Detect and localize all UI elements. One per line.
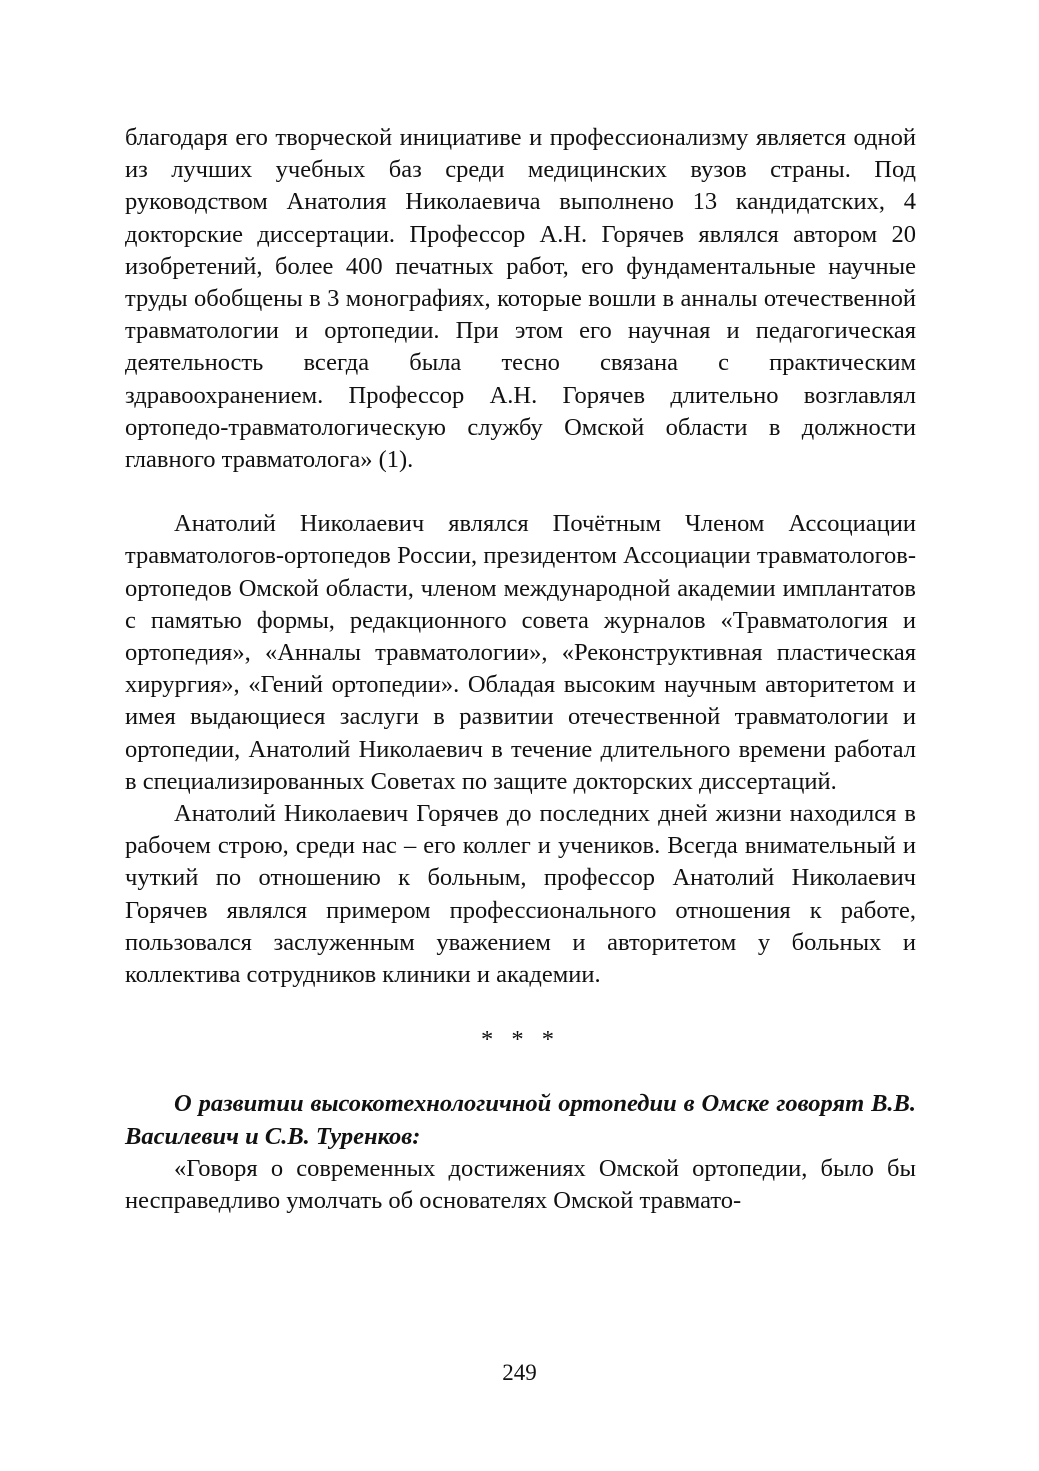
paragraph-4: «Говоря о современных достижениях Омской ортопедии, было бы несправедливо умолчать об основателях Омской травмато- [125, 1154, 916, 1215]
section-separator: * * * [481, 1026, 560, 1054]
page-body [125, 122, 916, 1217]
paragraph-2: Анатолий Николаевич являлся Почётным Членом Ассоциации травматологов-ортопедов России, президентом Ассоциации травматологов-ортопедов Омской области, членом международной академии имплантатов с памятью формы, редакционного совета журналов «Травматология и ортопедия», «Анналы травматологии», «Реконструктивная пластическая хирургия», «Гений ортопедии». Обладая высоким научным авторитетом и имея выдающиеся заслуги в развитии отечественной травматологии и ортопедии, Анатолий Николаевич в течение длительного времени работал в специализированных Советах по защите докторских диссертаций. [125, 510, 916, 795]
page-number: 249 [502, 1360, 537, 1385]
section-heading: О развитии высокотехнологичной ортопедии в Омске говорят В.В. Василевич и С.В. Туренков: [125, 1090, 916, 1150]
paragraph-3: Анатолий Николаевич Горячев до последних дней жизни находился в рабочем строю, среди нас – его коллег и учеников. Всегда внимательный и чуткий по отношению к больным, профессор Анатолий Николаевич Горячев являлся примером профессионального отношения к работе, пользовался заслуженным уважением и авторитетом у больных и коллектива сотрудников клиники и академии. [125, 800, 916, 989]
paragraph-1: благодаря его творческой инициативе и профессионализму является одной из лучших учебных баз среди медицинских вузов страны. Под руководством Анатолия Николаевича выполнено 13 кандидатских, 4 докторские диссертации. Профессор А.Н. Горячев являлся автором 20 изобретений, более 400 печатных работ, его фундаментальные научные труды обобщены в 3 монографиях, которые вошли в анналы отечественной травматологии и ортопедии. При этом его научная и педагогическая деятельность всегда была тесно связана с практическим здравоохранением. Профессор А.Н. Горячев длительно возглавлял ортопедо-травматологическую службу Омской области в должности главного травматолога» (1). [125, 124, 916, 474]
